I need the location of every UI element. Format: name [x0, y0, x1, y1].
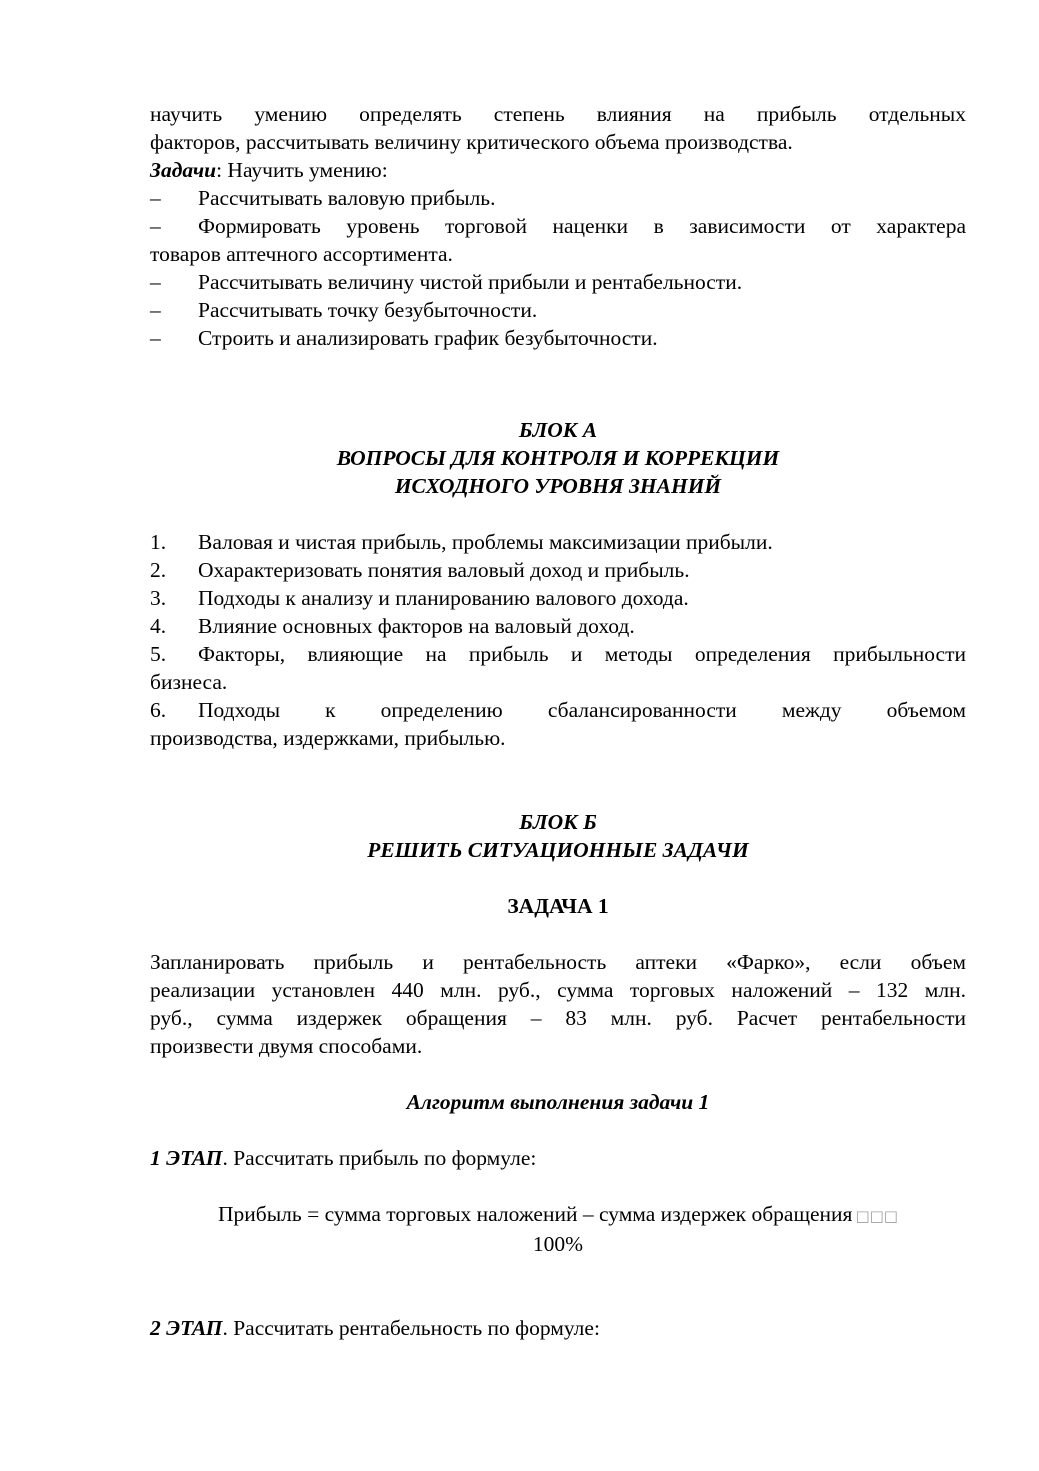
question-text: Подходы к анализу и планированию валового дохода.	[198, 586, 689, 610]
task-item-text: Строить и анализировать график безубыточности.	[198, 326, 658, 350]
question-text: Подходы к определению сбалансированности между объемом	[198, 698, 966, 722]
stage-1-label: 1 ЭТАП	[150, 1146, 223, 1170]
task-item-text: Рассчитывать точку безубыточности.	[198, 298, 538, 322]
stage-2-text: . Рассчитать рентабельность по формуле:	[222, 1316, 600, 1340]
question-number: 1.	[150, 530, 167, 554]
question-5-cont: бизнеса.	[150, 670, 228, 694]
dash-marker: –	[150, 298, 161, 322]
dash-marker: –	[150, 326, 161, 350]
question-6-cont: производства, издержками, прибылью.	[150, 726, 506, 750]
question-5-line	[150, 640, 966, 668]
spacer	[150, 1258, 966, 1314]
block-b-title: БЛОК Б	[519, 810, 597, 834]
dash-marker: –	[150, 214, 161, 238]
spacer	[150, 352, 966, 416]
question-number: 4.	[150, 614, 167, 638]
block-a-title: БЛОК А	[518, 418, 598, 442]
spacer	[150, 752, 966, 808]
spacer	[150, 1172, 966, 1200]
task-item-text: Формировать уровень торговой наценки в зависимости от характера	[198, 214, 966, 238]
task-1-line-2: реализации установлен 440 млн. руб., сумма торговых наложений – 132 млн.	[150, 978, 966, 1002]
question-text: Факторы, влияющие на прибыль и методы определения прибыльности	[198, 642, 966, 666]
question-text: Охарактеризовать понятия валовый доход и прибыль.	[198, 558, 690, 582]
question-1	[150, 528, 966, 556]
intro-line-2: факторов, рассчитывать величину критического объема производства.	[150, 130, 793, 154]
task-item-text: Рассчитывать валовую прибыль.	[198, 186, 496, 210]
spacer	[150, 1060, 966, 1088]
block-b-subtitle: РЕШИТЬ СИТУАЦИОННЫЕ ЗАДАЧИ	[367, 838, 749, 862]
algorithm-title: Алгоритм выполнения задачи 1	[406, 1090, 710, 1114]
question-text: Валовая и чистая прибыль, проблемы максимизации прибыли.	[198, 530, 773, 554]
document-page	[150, 100, 966, 1342]
spacer	[150, 1116, 966, 1144]
question-number: 3.	[150, 586, 167, 610]
task-item-text: Рассчитывать величину чистой прибыли и рентабельности.	[198, 270, 743, 294]
profit-formula	[150, 1200, 966, 1230]
spacer	[150, 920, 966, 948]
spacer	[150, 500, 966, 528]
stage-2-label: 2 ЭТАП	[150, 1316, 223, 1340]
block-a-subtitle-1: ВОПРОСЫ ДЛЯ КОНТРОЛЯ И КОРРЕКЦИИ	[336, 446, 780, 470]
stage-1	[150, 1144, 966, 1172]
formula-text: Прибыль = сумма торговых наложений – сумма издержек обращения	[218, 1202, 853, 1226]
missing-glyph-icon: □□□	[855, 1207, 898, 1225]
spacer	[150, 864, 966, 892]
question-6	[150, 696, 966, 752]
task-item-3	[150, 268, 966, 296]
task-1-line-3: руб., сумма издержек обращения – 83 млн. руб. Расчет рентабельности	[150, 1006, 966, 1030]
stage-1-text: . Рассчитать прибыль по формуле:	[222, 1146, 537, 1170]
task-item-4	[150, 296, 966, 324]
task-item-2-cont: товаров аптечного ассортимента.	[150, 242, 453, 266]
question-3	[150, 584, 966, 612]
question-number: 5.	[150, 642, 167, 666]
question-text: Влияние основных факторов на валовый доход.	[198, 614, 635, 638]
dash-marker: –	[150, 270, 161, 294]
tasks-label-rest: : Научить умению:	[216, 158, 388, 182]
question-5	[150, 640, 966, 696]
tasks-label: Задачи	[150, 158, 217, 182]
block-a-subtitle-2: ИСХОДНОГО УРОВНЯ ЗНАНИЙ	[394, 474, 722, 498]
question-2	[150, 556, 966, 584]
task-item-5	[150, 324, 966, 352]
question-number: 6.	[150, 698, 167, 722]
task-1-line-1: Запланировать прибыль и рентабельность аптеки «Фарко», если объем	[150, 950, 966, 974]
question-6-line	[150, 696, 966, 724]
task-item-1	[150, 184, 966, 212]
question-number: 2.	[150, 558, 167, 582]
tasks-heading	[150, 156, 966, 184]
task-1-line-4: произвести двумя способами.	[150, 1034, 423, 1058]
question-4	[150, 612, 966, 640]
task-1-title: ЗАДАЧА 1	[507, 894, 609, 918]
intro-line-1: научить умению определять степень влияния на прибыль отдельных	[150, 102, 966, 126]
task-item-2-line	[150, 212, 966, 240]
dash-marker: –	[150, 186, 161, 210]
task-item-2	[150, 212, 966, 268]
formula-percent: 100%	[532, 1232, 584, 1256]
stage-2	[150, 1314, 966, 1342]
